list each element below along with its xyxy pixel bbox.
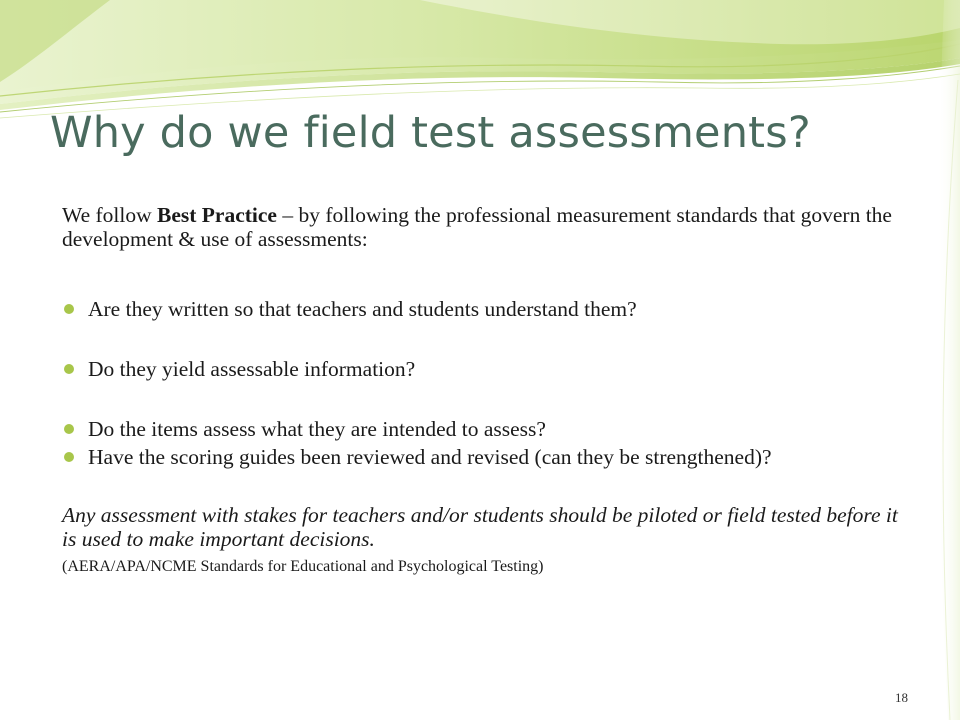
slide-title: Why do we field test assessments? — [50, 108, 811, 158]
intro-paragraph — [62, 203, 902, 251]
bullet-dot-icon — [64, 364, 74, 374]
bullet-text: Have the scoring guides been reviewed and revised (can they be strengthened)? — [88, 445, 772, 469]
bullet-item — [62, 297, 902, 321]
bullet-dot-icon — [64, 304, 74, 314]
slide-content — [62, 203, 902, 577]
quote-text: Any assessment with stakes for teachers and/or students should be piloted or field tested before it is used to make important decisions. — [62, 503, 898, 551]
bullet-text: Do the items assess what they are intended to assess? — [88, 417, 546, 441]
bullet-text: Do they yield assessable information? — [88, 357, 416, 381]
page-number: 18 — [895, 690, 908, 705]
bullet-item — [62, 357, 902, 381]
intro-suffix: – by following the professional measurement standards that govern the development & use of assessments: — [62, 203, 892, 251]
intro-emphasis: Best Practice — [157, 203, 277, 227]
bullet-item — [62, 417, 902, 441]
intro-prefix: We follow — [62, 203, 157, 227]
bullet-text: Are they written so that teachers and students understand them? — [88, 297, 637, 321]
bullet-list — [62, 297, 902, 469]
bullet-dot-icon — [64, 424, 74, 434]
bullet-dot-icon — [64, 452, 74, 462]
citation-text: (AERA/APA/NCME Standards for Educational and Psychological Testing) — [62, 558, 544, 575]
bullet-item — [62, 445, 902, 469]
